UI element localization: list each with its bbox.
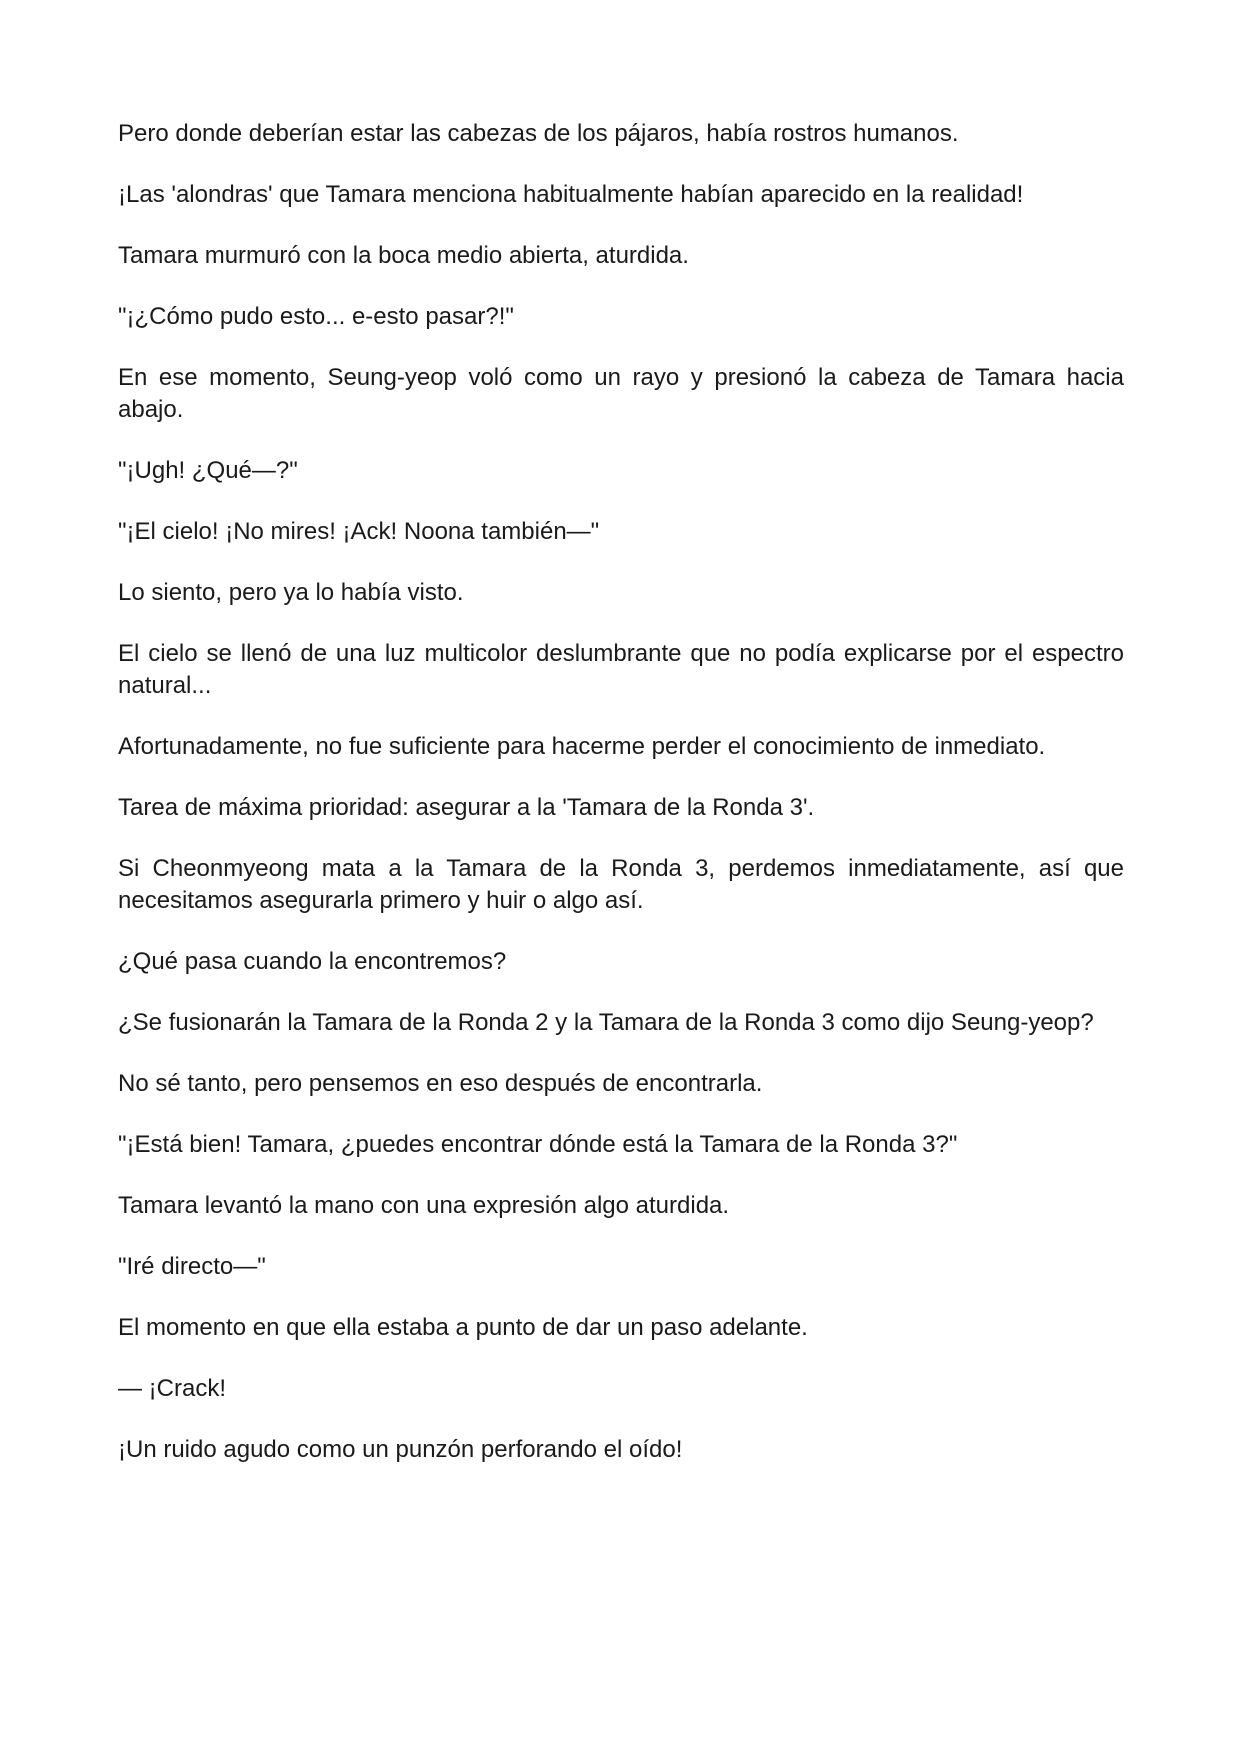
paragraph: "¡El cielo! ¡No mires! ¡Ack! Noona también—" xyxy=(118,518,600,545)
paragraph: No sé tanto, pero pensemos en eso después de encontrarla. xyxy=(118,1070,763,1097)
paragraph: El momento en que ella estaba a punto de dar un paso adelante. xyxy=(118,1314,808,1341)
paragraph: "¡Está bien! Tamara, ¿puedes encontrar dónde está la Tamara de la Ronda 3?" xyxy=(118,1131,958,1158)
paragraph: "Iré directo—" xyxy=(118,1253,266,1280)
paragraph: Si Cheonmyeong mata a la Tamara de la Ronda 3, perdemos inmediatamente, así que necesitamos asegurarla primero y huir o algo así. xyxy=(118,855,1124,914)
paragraph: ¡Las 'alondras' que Tamara menciona habitualmente habían aparecido en la realidad! xyxy=(118,181,1024,208)
paragraph: Lo siento, pero ya lo había visto. xyxy=(118,579,464,606)
paragraph: Pero donde deberían estar las cabezas de los pájaros, había rostros humanos. xyxy=(118,120,959,147)
paragraph: Afortunadamente, no fue suficiente para hacerme perder el conocimiento de inmediato. xyxy=(118,733,1046,760)
paragraph: El cielo se llenó de una luz multicolor deslumbrante que no podía explicarse por el espectro natural... xyxy=(118,640,1124,699)
paragraph: Tarea de máxima prioridad: asegurar a la 'Tamara de la Ronda 3'. xyxy=(118,794,815,821)
paragraph: "¡Ugh! ¿Qué—?" xyxy=(118,457,298,484)
paragraph: Tamara murmuró con la boca medio abierta, aturdida. xyxy=(118,242,689,269)
paragraph: Tamara levantó la mano con una expresión algo aturdida. xyxy=(118,1192,730,1219)
paragraph: En ese momento, Seung-yeop voló como un rayo y presionó la cabeza de Tamara hacia abajo. xyxy=(118,364,1124,423)
paragraph: ¿Qué pasa cuando la encontremos? xyxy=(118,948,507,975)
paragraph: ¡Un ruido agudo como un punzón perforando el oído! xyxy=(118,1436,683,1463)
document-body xyxy=(118,118,1124,1495)
paragraph: ¿Se fusionarán la Tamara de la Ronda 2 y la Tamara de la Ronda 3 como dijo Seung-yeop? xyxy=(118,1009,1094,1036)
paragraph: — ¡Crack! xyxy=(118,1375,226,1402)
paragraph: "¡¿Cómo pudo esto... e-esto pasar?!" xyxy=(118,303,514,330)
